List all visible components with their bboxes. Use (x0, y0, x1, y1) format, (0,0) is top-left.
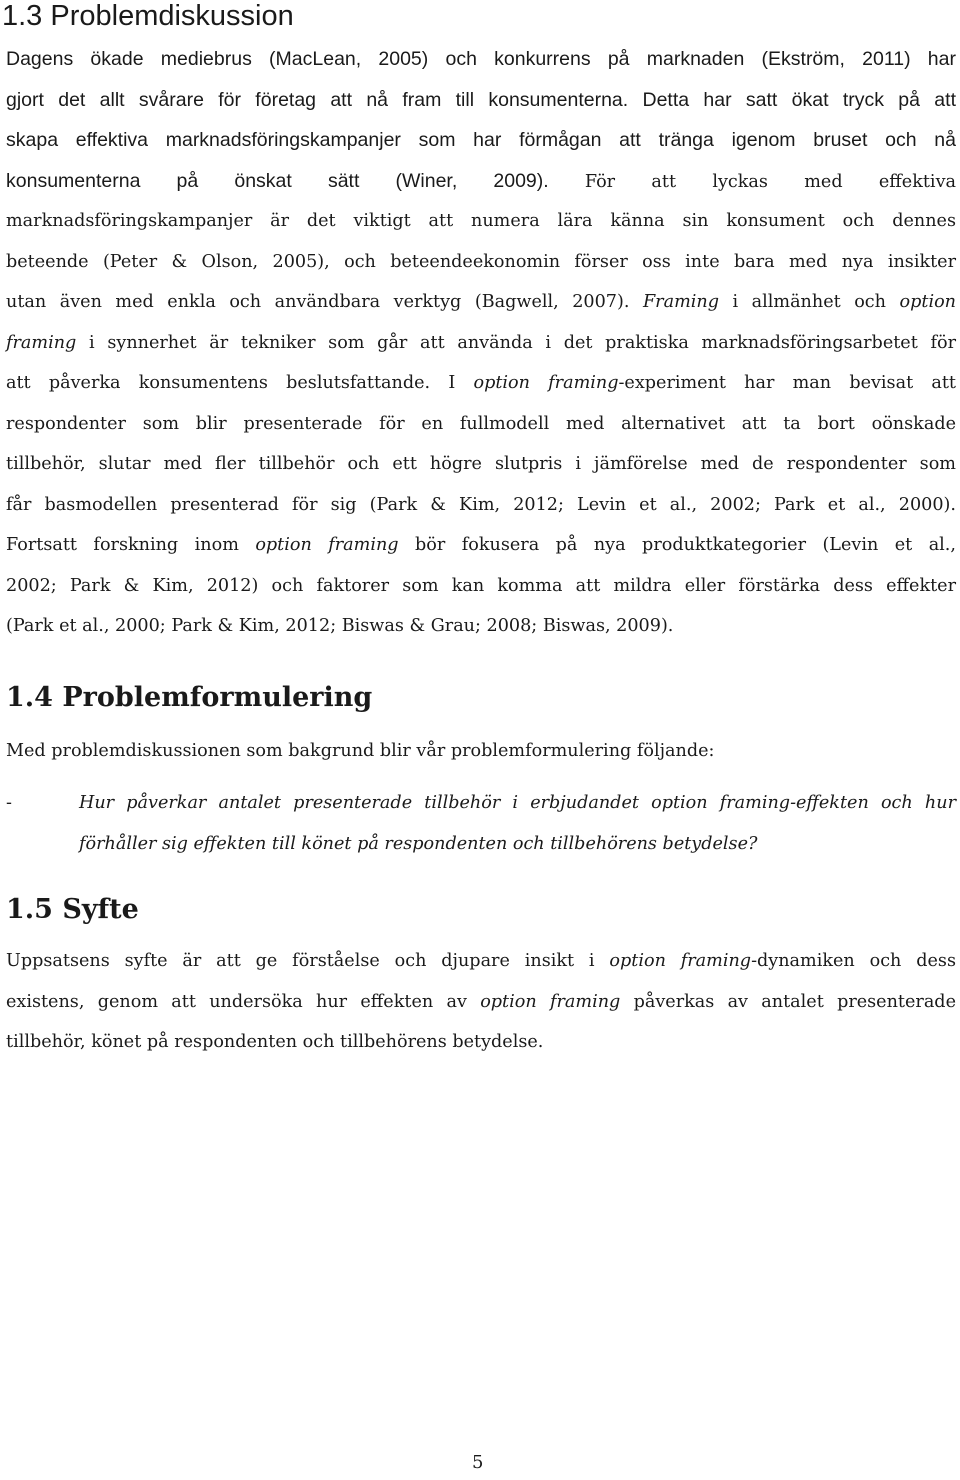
research-question (79, 783, 956, 864)
text-line (6, 1022, 956, 1063)
text-run: -dynamiken och dess (751, 951, 956, 971)
section-heading-1-3: 1.3 Problemdiskussion (2, 0, 294, 32)
italic-term: Framing (642, 292, 719, 312)
paragraph-problemdiskussion (6, 39, 956, 647)
text-line (6, 485, 956, 526)
text-line (6, 80, 956, 121)
text-run: beteende (Peter & Olson, 2005), och beteendeekonomin förser oss inte bara med nya insikter (6, 251, 956, 272)
text-line (6, 525, 956, 566)
text-line (6, 323, 956, 364)
text-run: -experiment har man bevisat att (618, 373, 956, 393)
text-run: (Park et al., 2000; Park & Kim, 2012; Biswas & Grau; 2008; Biswas, 2009). (6, 616, 674, 636)
text-run: marknadsföringskampanjer är det viktigt att numera lära känna sin konsument och dennes (6, 211, 956, 231)
text-line (6, 941, 956, 982)
text-line (6, 120, 956, 161)
text-run: påverkas av antalet presenterade (620, 991, 956, 1012)
text-run: tillbehör, slutar med fler tillbehör och ett högre slutpris i jämförelse med de respondenter som (6, 454, 956, 474)
text-line (6, 363, 956, 404)
text-line (6, 982, 956, 1023)
section-heading-1-5: 1.5 Syfte (6, 894, 139, 925)
text-run: att påverka konsumentens beslutsfattande. I (6, 373, 474, 393)
text-run: konsumenterna på önskat sätt (Winer, 2009). (6, 169, 585, 192)
text-line (6, 606, 956, 647)
text-run: bör fokusera på nya produktkategorier (Levin et al., (398, 535, 956, 555)
italic-term: option framing (480, 991, 621, 1012)
paragraph-problemformulering-intro (6, 731, 956, 772)
italic-term: framing (6, 332, 77, 353)
text-line (6, 242, 956, 283)
text-run: skapa effektiva marknadsföringskampanjer som har förmågan att tränga igenom bruset och nå (6, 129, 956, 151)
section-heading-1-4: 1.4 Problemformulering (6, 682, 373, 713)
question-line: Hur påverkar antalet presenterade tillbehör i erbjudandet option framing-effekten och hur (79, 793, 956, 813)
text-run: i allmänhet och (718, 292, 900, 312)
list-dash: - (6, 793, 12, 813)
text-run: respondenter som blir presenterade för en fullmodell med alternativet att ta bort oönskade (6, 413, 956, 434)
text-run: i synnerhet är tekniker som går att använda i det praktiska marknadsföringsarbetet för (76, 332, 956, 353)
paragraph-syfte (6, 941, 956, 1063)
text-line (6, 39, 956, 80)
text-line (6, 444, 956, 485)
italic-term: option framing (255, 535, 399, 555)
question-line: förhåller sig effekten till könet på respondenten och tillbehörens betydelse? (79, 833, 758, 854)
page-number: 5 (472, 1452, 484, 1473)
text-line (6, 201, 956, 242)
text-run: Dagens ökade mediebrus (MacLean, 2005) och konkurrens på marknaden (Ekström, 2011) har (6, 48, 956, 70)
text-run: utan även med enkla och användbara verktyg (Bagwell, 2007). (6, 292, 643, 312)
text-run: 2002; Park & Kim, 2012) och faktorer som kan komma att mildra eller förstärka dess effekter (6, 575, 956, 596)
text-line (6, 282, 956, 323)
text-run: För att lyckas med effektiva (584, 171, 956, 192)
text-run: tillbehör, könet på respondenten och tillbehörens betydelse. (6, 1032, 544, 1052)
italic-term: option framing (609, 951, 752, 971)
italic-term: option framing (473, 373, 619, 393)
text-line (6, 161, 956, 202)
text-line (6, 404, 956, 445)
intro-line: Med problemdiskussionen som bakgrund blir vår problemformulering följande: (6, 741, 715, 761)
text-run: Fortsatt forskning inom (6, 535, 256, 555)
text-run: existens, genom att undersöka hur effekten av (6, 991, 481, 1012)
text-line (6, 566, 956, 607)
italic-term: option (899, 292, 956, 312)
text-run: Uppsatsens syfte är att ge förståelse och djupare insikt i (6, 951, 610, 971)
text-run: får basmodellen presenterad för sig (Park & Kim, 2012; Levin et al., 2002; Park et al., 2000). (6, 494, 956, 515)
text-run: gjort det allt svårare för företag att nå fram till konsumenterna. Detta har satt ökat tryck på att (6, 88, 956, 111)
